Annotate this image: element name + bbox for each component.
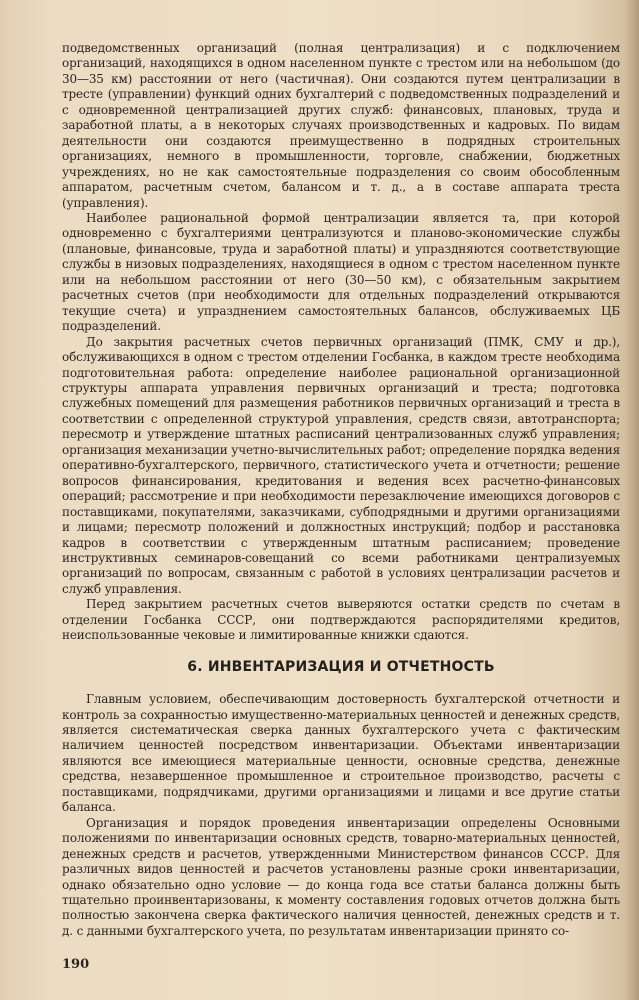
paragraph-5: Главным условием, обеспечивающим достоверность бухгалтерской отчетности и контроль за сохранностью имущественно-материальных ценностей и денежных средств, является систематическая сверка данных бухгалтерского учета с фактическим наличием ценностей посредством инвентаризации. Объектами инвентаризации являются все имеющиеся материальные ценности, основные средства, денежные средства, незавершенное промышленное и строительное производство, расчеты с поставщиками, подрядчиками, другими организациями и лицами и все другие статьи баланса.: [62, 692, 620, 815]
page-body: [62, 41, 620, 939]
paragraph-1: подведомственных организаций (полная централизация) и с подключением организаций, находящихся в одном населенном пункте с трестом или на небольшом (до 30—35 км) расстоянии от него (частичная). Они создаются путем централизации в тресте (управлении) функций одних бухгалтерий с подведомственных подразделений и с одновременной централизацией других служб: финансовых, плановых, труда и заработной платы, а в некоторых случаях производственных и кадровых. По видам деятельности они создаются преимущественно в подрядных строительных организациях, немного в промышленности, торговле, снабжении, бюджетных учреждениях, но не как самостоятельные подразделения со своим обособленным аппаратом, расчетным счетом, балансом и т. д., а в составе аппарата треста (управления).: [62, 41, 620, 210]
paragraph-6: Организация и порядок проведения инвентаризации определены Основными положениями по инвентаризации основных средств, товарно-материальных ценностей, денежных средств и расчетов, утвержденными Министерством финансов СССР. Для различных видов ценностей и расчетов установлены разные сроки инвентаризации, однако обязательно одно условие — до конца года все статьи баланса должны быть тщательно проинвентаризованы, к моменту составления годовых отчетов должна быть полностью закончена сверка фактического наличия ценностей, денежных средств и т. д. с данными бухгалтерского учета, по результатам инвентаризации принято со-: [62, 815, 620, 938]
page-edge-shadow: [625, 0, 639, 1000]
paragraph-3: До закрытия расчетных счетов первичных организаций (ПМК, СМУ и др.), обслуживающихся в одном с трестом отделении Госбанка, в каждом тресте необходима подготовительная работа: определение наиболее рациональной организационной структуры аппарата управления первичных организаций и треста; подготовка служебных помещений для размещения работников первичных организаций и треста в соответствии с определенной структурой управления, средств связи, автотранспорта; пересмотр и утверждение штатных расписаний централизованных служб управления; организация механизации учетно-вычислительных работ; определение порядка ведения оперативно-бухгалтерского, первичного, статистического учета и отчетности; решение вопросов финансирования, кредитования и ведения всех расчетно-финансовых операций; рассмотрение и при необходимости перезаключение имеющихся договоров с поставщиками, покупателями, заказчиками, субподрядными и другими организациями и лицами; пересмотр положений и должностных инструкций; подбор и расстановка кадров в соответствии с утвержденным штатным расписанием; проведение инструктивных семинаров-совещаний со всеми работниками централизуемых организаций по вопросам, связанным с работой в условиях централизации расчетов и служб управления.: [62, 334, 620, 596]
paragraph-2: Наиболее рациональной формой централизации является та, при которой одновременно с бухгалтериями централизуются и планово-экономические службы (плановые, финансовые, труда и заработной платы) и упраздняются соответствующие службы в низовых подразделениях, находящиеся в одном с трестом населенном пункте или на небольшом расстоянии от него (30—50 км), с обязательным закрытием расчетных счетов (при необходимости для отдельных подразделений открываются текущие счета) и упразднением самостоятельных балансов, обслуживаемых ЦБ подразделений.: [62, 210, 620, 334]
paragraph-4: Перед закрытием расчетных счетов выверяются остатки средств по счетам в отделении Госбанка СССР, они подтверждаются распорядителями кредитов, неиспользованные чековые и лимитированные книжки сдаются.: [62, 597, 620, 643]
page-number: 190: [62, 957, 90, 972]
section-heading: 6. ИНВЕНТАРИЗАЦИЯ И ОТЧЕТНОСТЬ: [187, 658, 495, 675]
